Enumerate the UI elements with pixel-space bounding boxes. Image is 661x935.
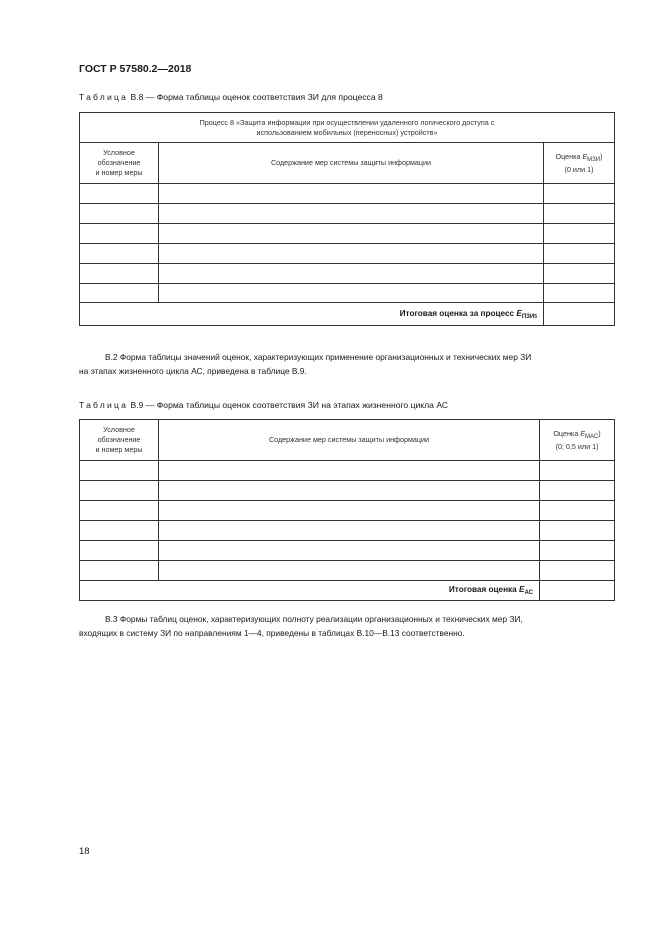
table-row — [80, 541, 615, 561]
table-b8-total-row — [80, 303, 615, 326]
table-row — [80, 204, 615, 224]
table-b9-total-label: Итоговая оценка $E_{АС}$ — [80, 581, 540, 601]
table-b8 — [79, 112, 615, 326]
table-b8-caption: Таблица В.8 — Форма таблицы оценок соответствия ЗИ для процесса 8 — [79, 92, 383, 102]
table-b9-col-designation: Условное обозначение и номер меры — [80, 420, 159, 461]
table-b8-col-score: Оценка $E_{МЗИ}$) (0 или 1) — [544, 143, 615, 184]
table-b8-process-cell: Процесс 8 «Защита информации при осуществлении удаленного логического доступа с использованием мобильных (переносных) устройств» — [80, 113, 615, 143]
table-b9-col-content: Содержание мер системы защиты информации — [159, 420, 540, 461]
table-row — [80, 264, 615, 284]
table-row — [80, 461, 615, 481]
table-row — [80, 521, 615, 541]
table-row — [80, 244, 615, 264]
table-row — [80, 561, 615, 581]
table-b8-header-row — [80, 143, 615, 184]
table-b9 — [79, 419, 615, 601]
table-row — [80, 501, 615, 521]
table-b8-total-label: Итоговая оценка за процесс $E_{ПЗИ5}$ — [80, 303, 544, 326]
table-b8-process-row — [80, 113, 615, 143]
table-b9-total-row — [80, 581, 615, 601]
table-b9-header-row — [80, 420, 615, 461]
table-b8-total-value — [544, 303, 615, 326]
table-b8-col-content: Содержание мер системы защиты информации — [159, 143, 544, 184]
standard-designation: ГОСТ Р 57580.2—2018 — [79, 63, 192, 75]
page-number: 18 — [79, 846, 90, 857]
table-b9-col-score: Оценка $E_{МАС}$) (0; 0,5 или 1) — [540, 420, 615, 461]
table-row — [80, 481, 615, 501]
paragraph-b3: В.3 Формы таблиц оценок, характеризующих полноту реализации организационных и технических мер ЗИ, входящих в систему ЗИ по направлениям 1—4, приведены в таблицах В.10—В.13 соответственно. — [79, 614, 523, 638]
paragraph-b2: В.2 Форма таблицы значений оценок, характеризующих применение организационных и технических мер ЗИ на этапах жизненного цикла АС, приведена в таблице В.9. — [79, 352, 532, 376]
table-b8-col-designation: Условное обозначение и номер меры — [80, 143, 159, 184]
table-row — [80, 284, 615, 303]
table-b9-caption: Таблица В.9 — Форма таблицы оценок соответствия ЗИ на этапах жизненного цикла АС — [79, 400, 449, 410]
table-b9-total-value — [540, 581, 615, 601]
table-row — [80, 224, 615, 244]
table-row — [80, 184, 615, 204]
